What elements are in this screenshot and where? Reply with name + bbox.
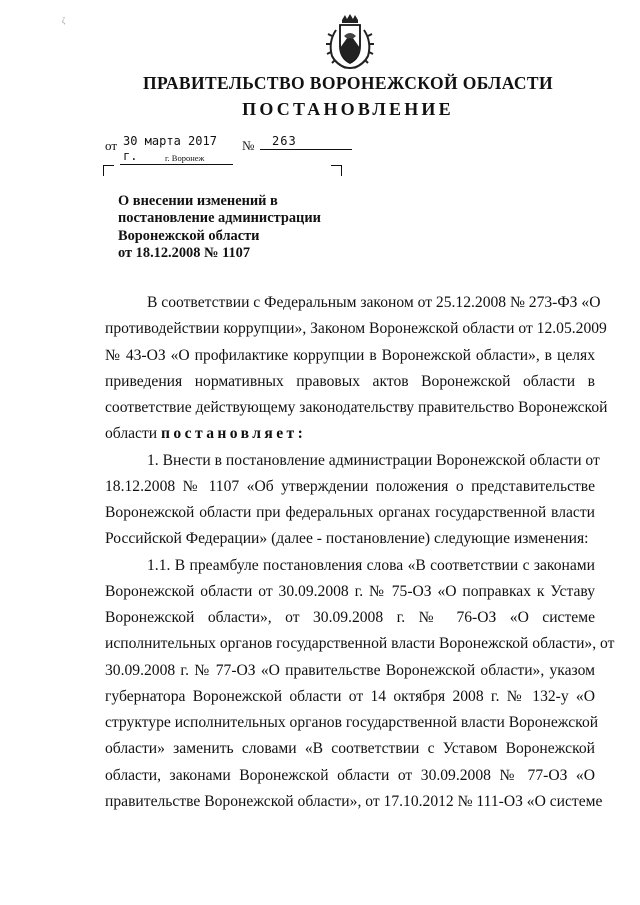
body-line: Воронежской области от 30.09.2008 г. № 75-ОЗ «О поправках к Уставу (105, 582, 595, 600)
body-line: исполнительных органов государственной власти Воронежской области», от (105, 635, 615, 653)
body-word: области (105, 425, 158, 443)
number-sign: № (242, 138, 255, 153)
body-line: противодействии коррупции», Законом Воронежской области от 12.05.2009 (105, 320, 607, 338)
body-line-last (105, 424, 595, 450)
body-line: области» заменить словами «В соответствии с Уставом Воронежской (105, 740, 595, 758)
body-line: соответствие действующему законодательству правительство Воронежской (105, 399, 608, 416)
document-type: ПОСТАНОВЛЕНИЕ (242, 99, 454, 119)
decree-verb: постановляет: (161, 425, 307, 443)
body-line: Российской Федерации» (далее - постановление) следующие изменения: (105, 530, 589, 548)
corner-bracket-left (103, 165, 114, 176)
body-line: губернатора Воронежской области от 14 октября 2008 г. № 132-у «О (105, 687, 595, 705)
government-title: ПРАВИТЕЛЬСТВО ВОРОНЕЖСКОЙ ОБЛАСТИ (142, 73, 554, 93)
city-label: г. Воронеж (165, 153, 205, 163)
coat-of-arms-icon (322, 12, 378, 72)
body-line: 1.1. В преамбуле постановления слова «В соответствии с законами (147, 556, 595, 574)
date-number-line (105, 134, 365, 163)
body-line: приведения нормативных правовых актов Воронежской области в (105, 372, 595, 390)
body-line: области, законами Воронежской области от 30.09.2008 № 77-ОЗ «О (105, 766, 595, 784)
document-date: 30 марта 2017 г. (120, 134, 233, 165)
corner-mark: ζ (62, 16, 66, 25)
body-line: № 43-ОЗ «О профилактике коррупции в Воронежской области», в целях (105, 346, 595, 364)
date-prefix: от (105, 138, 118, 153)
body-line: 30.09.2008 г. № 77-ОЗ «О правительстве Воронежской области», указом (105, 661, 595, 679)
subject-line: от 18.12.2008 № 1107 (118, 244, 251, 261)
document-body (105, 293, 615, 818)
body-line: 1. Внести в постановление администрации Воронежской области от (147, 451, 600, 469)
body-line: В соответствии с Федеральным законом от 25.12.2008 № 273-ФЗ «О (147, 294, 601, 311)
corner-bracket-right (331, 165, 342, 176)
body-line: 18.12.2008 № 1107 «Об утверждении положения о представительстве (105, 477, 595, 495)
body-line: структуре исполнительных органов государственной власти Воронежской (105, 714, 599, 731)
body-line: Воронежской области при федеральных органах государственной власти (105, 504, 595, 521)
subject-line: О внесении изменений в (118, 193, 278, 209)
subject-line: постановление администрации (118, 210, 321, 227)
subject-line: Воронежской области (118, 227, 260, 244)
document-number: 263 (260, 134, 352, 150)
document-subject (118, 193, 378, 262)
body-line: правительстве Воронежской области», от 17.10.2012 № 111-ОЗ «О системе (105, 792, 603, 810)
body-line: Воронежской области», от 30.09.2008 г. № 76-ОЗ «О системе (105, 609, 595, 626)
